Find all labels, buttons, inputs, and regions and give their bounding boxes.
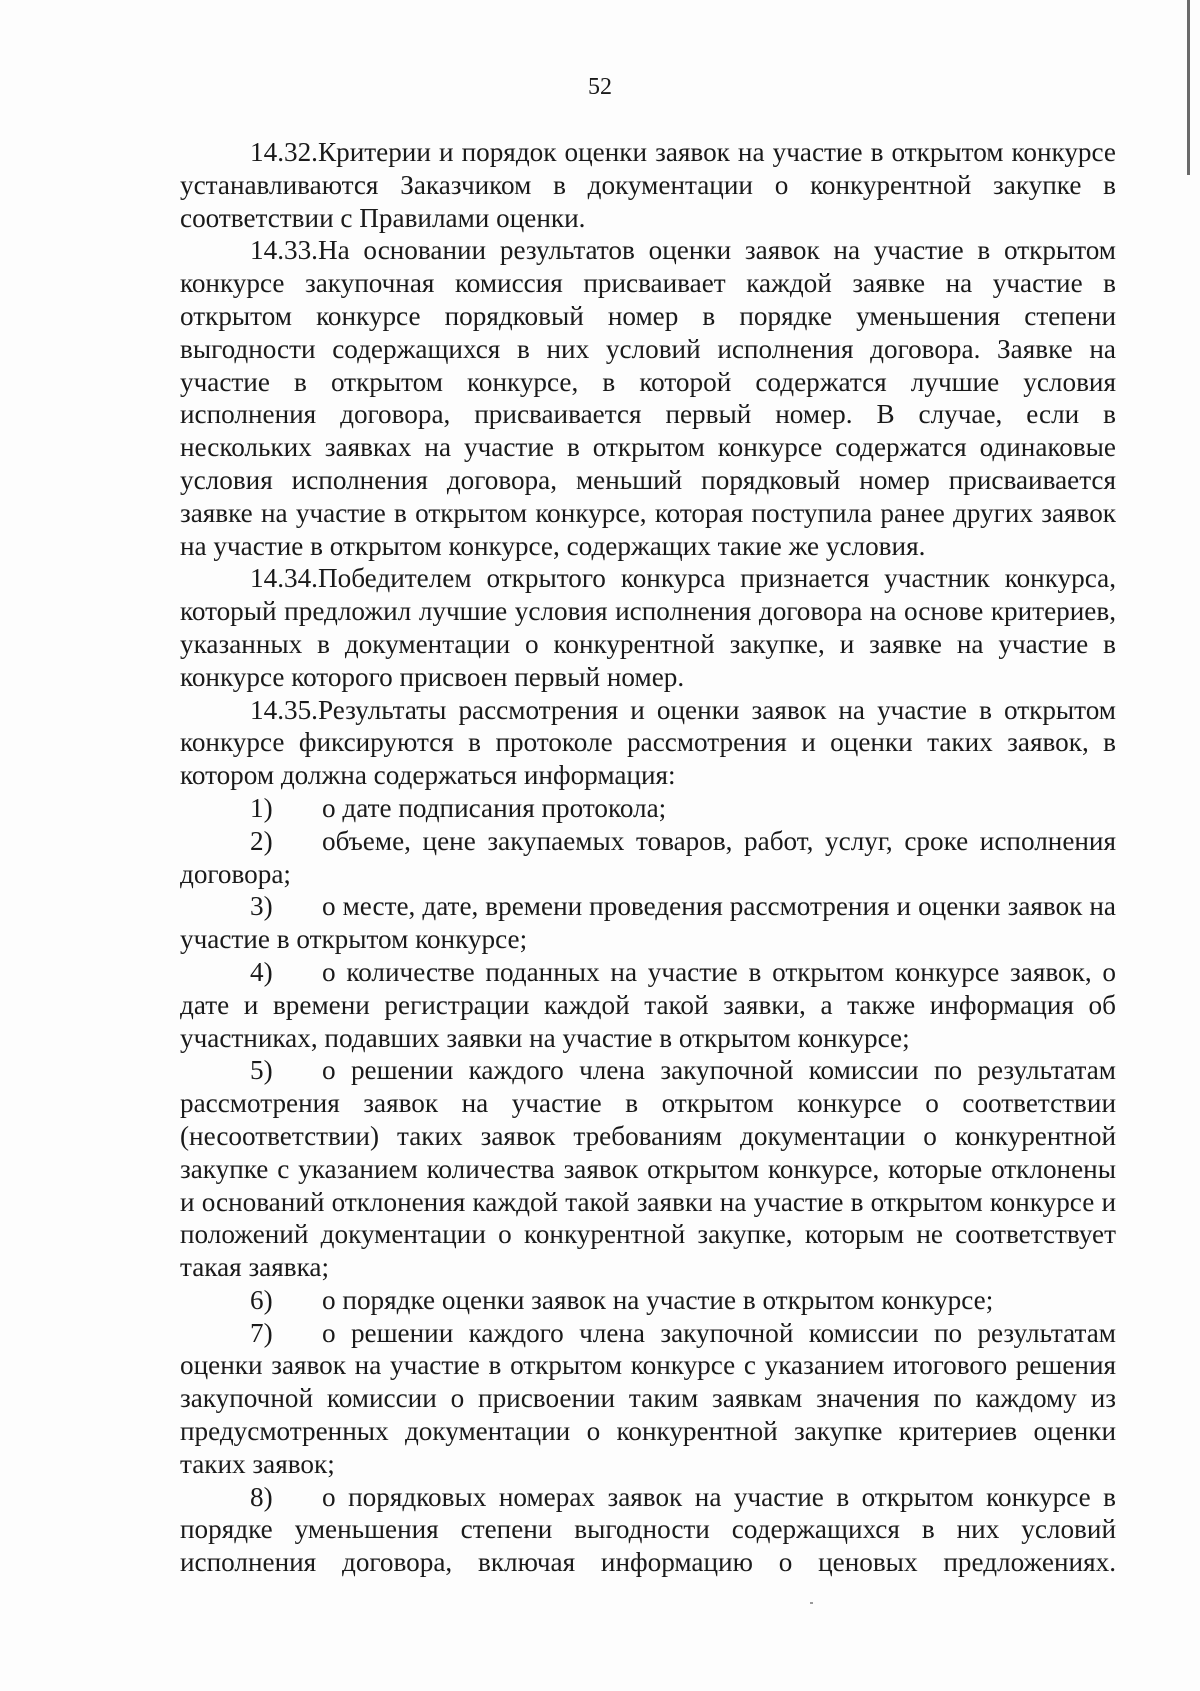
list-item-number: 6) (250, 1284, 273, 1315)
list-item (180, 1317, 1116, 1481)
list-item (180, 1481, 1116, 1579)
list-item-text: о месте, дате, времени проведения рассмотрения и оценки заявок на участие в открытом конкурсе; (180, 891, 1116, 955)
paragraph-14-35: 14.35.Результаты рассмотрения и оценки заявок на участие в открытом конкурсе фиксируются в протоколе рассмотрения и оценки таких заявок, в котором должна содержаться информация: (180, 694, 1116, 791)
scan-speck (810, 1602, 813, 1604)
list-item (180, 1284, 1116, 1317)
list-item-text: о дате подписания протокола; (322, 792, 667, 823)
paragraph-14-32: 14.32.Критерии и порядок оценки заявок на участие в открытом конкурсе устанавливаются Заказчиком в документации о конкурентной закупке в соответствии с Правилами оценки. (180, 137, 1116, 233)
list-item-number: 2) (250, 825, 273, 856)
paragraph-14-34: 14.34.Победителем открытого конкурса признается участник конкурса, который предложил лучшие условия исполнения договора на основе критериев, указанных в документации о конкурентной закупке, и заявке на участие в конкурсе которого присвоен первый номер. (180, 563, 1116, 692)
list-item-number: 8) (250, 1481, 273, 1512)
list-item-number: 5) (250, 1055, 273, 1086)
list-item (180, 956, 1116, 1054)
list-item (180, 890, 1116, 956)
document-body (180, 136, 1116, 1579)
list-item-number: 7) (250, 1317, 273, 1348)
list-item (180, 825, 1116, 891)
list-item-text: о порядковых номерах заявок на участие в открытом конкурсе в порядке уменьшения степени выгодности содержащихся в них условий исполнения договора, включая информацию о ценовых предложениях. (180, 1481, 1116, 1578)
list-item-number: 4) (250, 956, 273, 987)
list-item-number: 1) (250, 792, 273, 823)
list-item-text: объеме, цене закупаемых товаров, работ, услуг, сроке исполнения договора; (180, 825, 1116, 889)
list-item (180, 1054, 1116, 1284)
list-item-text: о количестве поданных на участие в открытом конкурсе заявок, о дате и времени регистрации каждой такой заявки, а также информация об участниках, подавших заявки на участие в открытом конкурсе; (180, 956, 1116, 1053)
list-item-number: 3) (250, 891, 273, 922)
list-item-text: о решении каждого члена закупочной комиссии по результатам оценки заявок на участие в открытом конкурсе с указанием итогового решения закупочной комиссии о присвоении таким заявкам значения по каждому из предусмотренных документации о конкурентной закупке критериев оценки таких заявок; (180, 1317, 1116, 1479)
list-item (180, 792, 1116, 825)
list-item-text: о порядке оценки заявок на участие в открытом конкурсе; (322, 1284, 994, 1315)
list-item-text: о решении каждого члена закупочной комиссии по результатам рассмотрения заявок на участие в открытом конкурсе о соответствии (несоответствии) таких заявок требованиям документации о конкурентной закупке с указанием количества заявок открытом конкурсе, которые отклонены и оснований отклонения каждой такой заявки на участие в открытом конкурсе и положений документации о конкурентной закупке, которым не соответствует такая заявка; (180, 1055, 1116, 1283)
paragraph-14-33: 14.33.На основании результатов оценки заявок на участие в открытом конкурсе закупочная комиссия присваивает каждой заявке на участие в открытом конкурсе порядковый номер в порядке уменьшения степени выгодности содержащихся в них условий исполнения договора. Заявке на участие в открытом конкурсе, в которой содержатся лучшие условия исполнения договора, присваивается первый номер. В случае, если в нескольких заявках на участие в открытом конкурсе содержатся одинаковые условия исполнения договора, меньший порядковый номер присваивается заявке на участие в открытом конкурсе, которая поступила ранее других заявок на участие в открытом конкурсе, содержащих такие же условия. (180, 235, 1116, 561)
page-number: 52 (588, 74, 612, 100)
